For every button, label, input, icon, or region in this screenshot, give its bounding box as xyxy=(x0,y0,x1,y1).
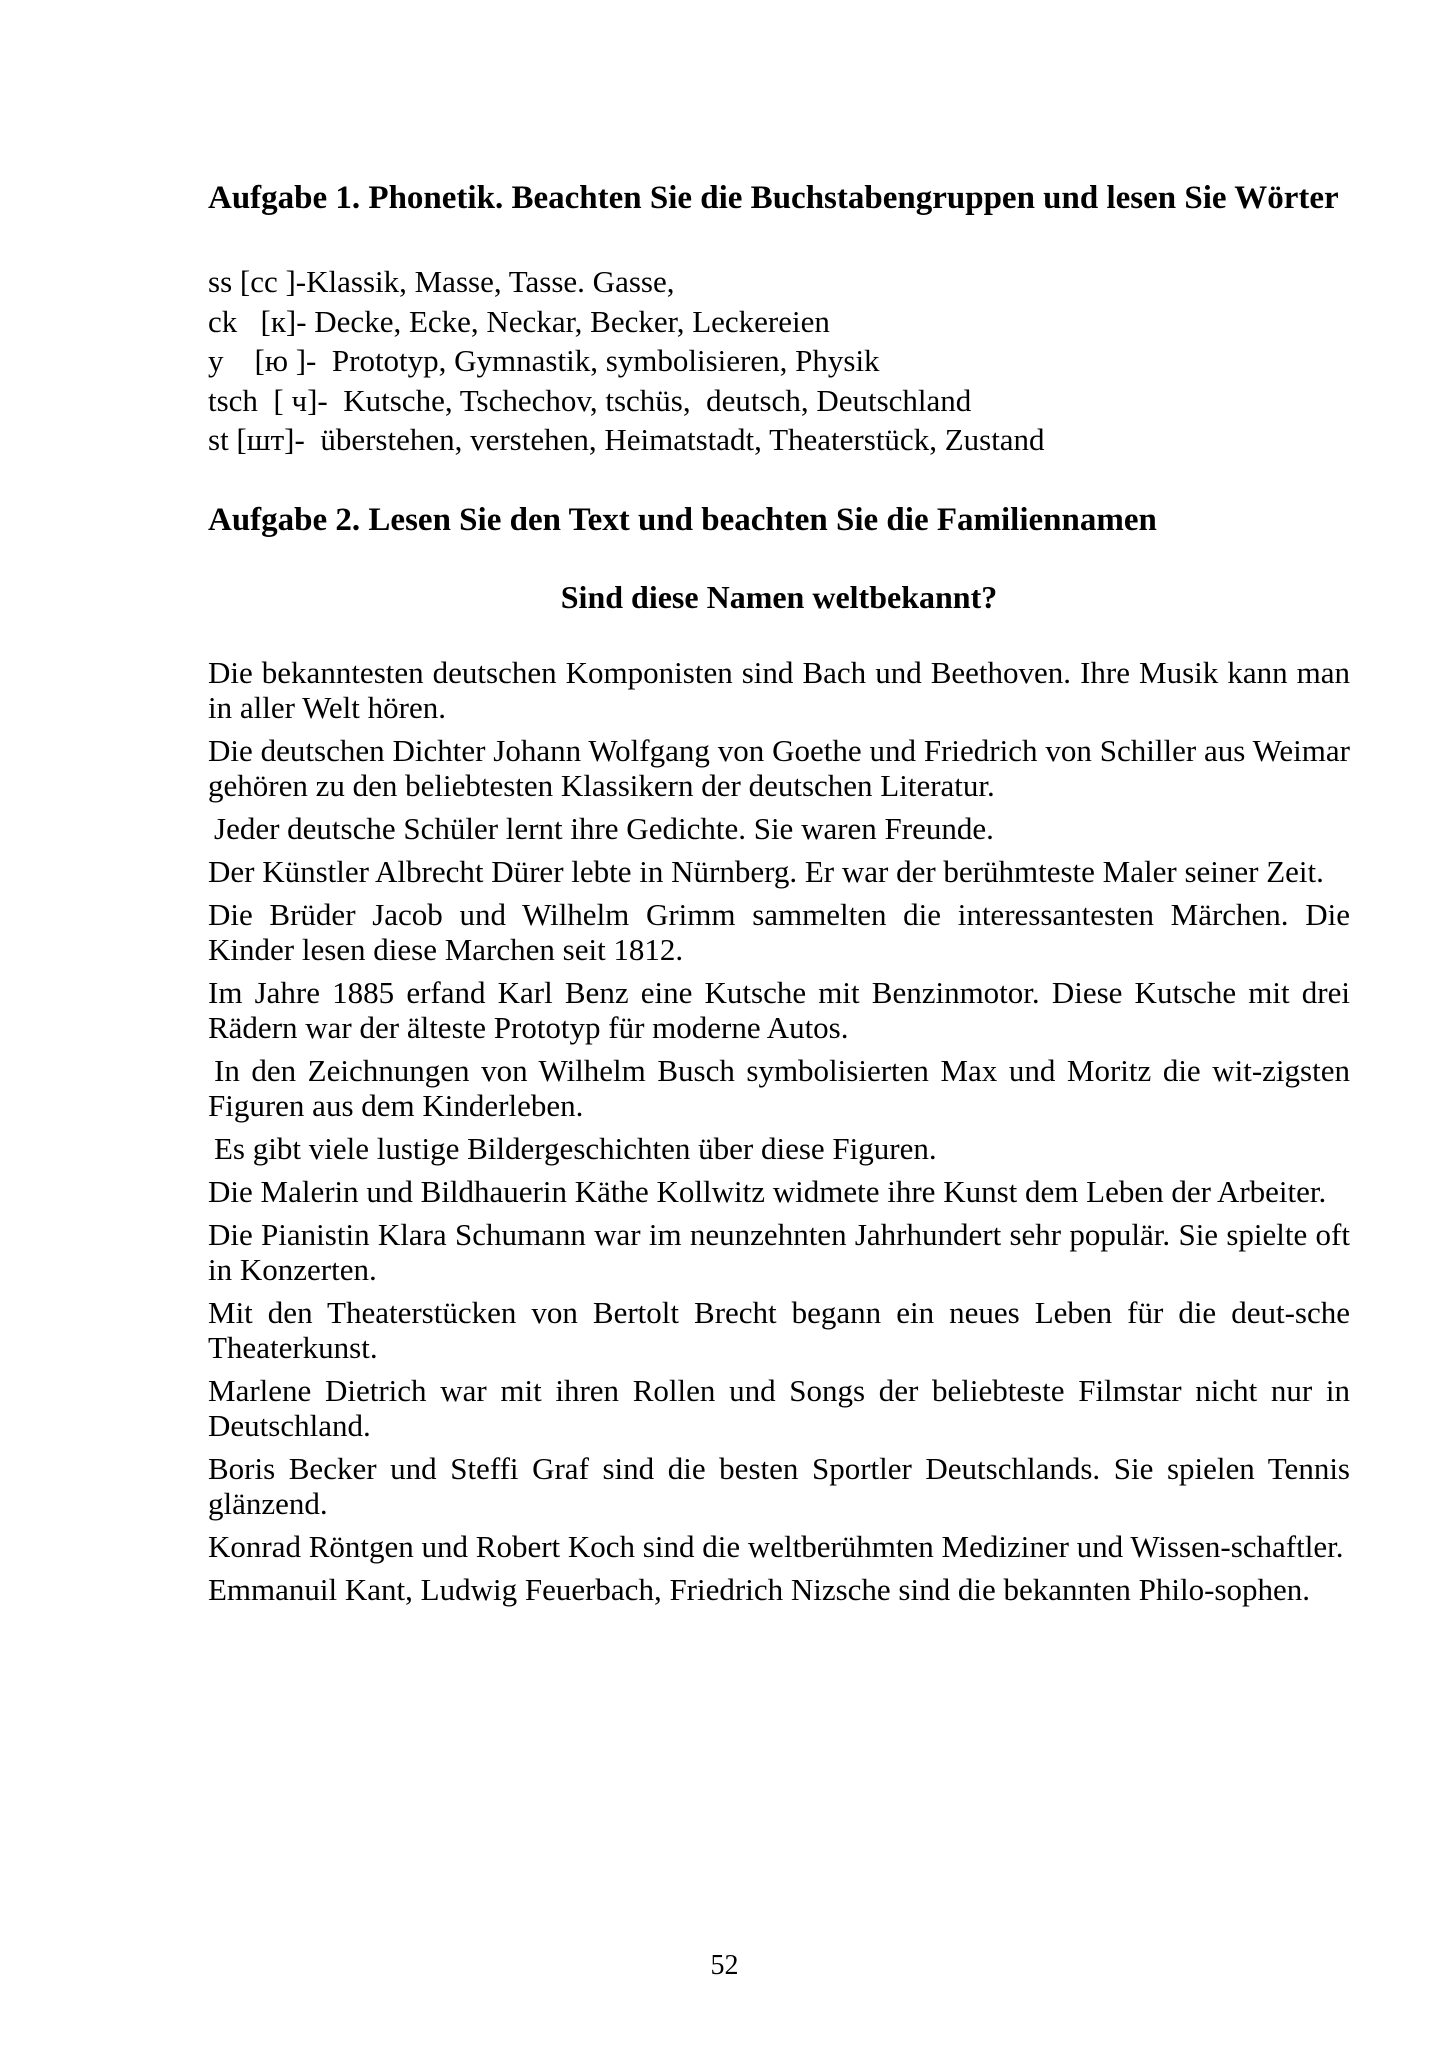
phonetics-line-ck: ck [к]- Decke, Ecke, Neckar, Becker, Leckereien xyxy=(208,303,830,339)
reading-text xyxy=(208,655,1350,1607)
page-content xyxy=(208,178,1350,1615)
phonetics-line-tsch: tsch [ ч]- Kutsche, Tschechov, tschüs, deutsch, Deutschland xyxy=(208,382,972,418)
paragraph-philosophers: Emmanuil Kant, Ludwig Feuerbach, Friedrich Nizsche sind die bekannten Philo-sophen. xyxy=(208,1571,1310,1607)
paragraph-becker-graf: Boris Becker und Steffi Graf sind die besten Sportler Deutschlands. Sie spielen Tennis glänzend. xyxy=(208,1450,1350,1521)
paragraph-roentgen-koch: Konrad Röntgen und Robert Koch sind die weltberühmten Mediziner und Wissen-schaftler. xyxy=(208,1528,1344,1564)
paragraph-benz: Im Jahre 1885 erfand Karl Benz eine Kutsche mit Benzinmotor. Diese Kutsche mit drei Rädern war der älteste Prototyp für moderne Autos. xyxy=(208,974,1350,1045)
phonetics-line-ss: ss [cc ]-Klassik, Masse, Tasse. Gasse, xyxy=(208,264,675,299)
paragraph-busch: In den Zeichnungen von Wilhelm Busch symbolisierten Max und Moritz die wit-zigsten Figuren aus dem Kinderleben. xyxy=(208,1052,1350,1123)
paragraph-duerer: Der Künstler Albrecht Dürer lebte in Nürnberg. Er war der berühmteste Maler seiner Zeit. xyxy=(208,853,1324,889)
phonetics-list xyxy=(208,262,1350,460)
paragraph-kollwitz: Die Malerin und Bildhauerin Käthe Kollwitz widmete ihre Kunst dem Leben der Arbeiter. xyxy=(208,1173,1327,1209)
page-number: 52 xyxy=(710,1950,739,1981)
text-title: Sind diese Namen weltbekannt? xyxy=(560,578,998,615)
paragraph-poets: Die deutschen Dichter Johann Wolfgang von Goethe und Friedrich von Schiller aus Weimar gehören zu den beliebtesten Klassikern der deutschen Literatur. xyxy=(208,732,1350,803)
phonetics-line-st: st [шт]- überstehen, verstehen, Heimatstadt, Theaterstück, Zustand xyxy=(208,422,1045,457)
task2-heading: Aufgabe 2. Lesen Sie den Text und beachten Sie die Familiennamen xyxy=(208,501,1157,538)
paragraph-composers: Die bekanntesten deutschen Komponisten sind Bach und Beethoven. Ihre Musik kann man in aller Welt hören. xyxy=(208,654,1350,725)
paragraph-grimm: Die Brüder Jacob und Wilhelm Grimm sammelten die interessantesten Märchen. Die Kinder lesen diese Marchen seit 1812. xyxy=(208,896,1350,967)
paragraph-schumann: Die Pianistin Klara Schumann war im neunzehnten Jahrhundert sehr populär. Sie spielte oft in Konzerten. xyxy=(208,1216,1350,1287)
paragraph-poems: Jeder deutsche Schüler lernt ihre Gedichte. Sie waren Freunde. xyxy=(214,810,994,846)
task1-heading: Aufgabe 1. Phonetik. Beachten Sie die Buchstabengruppen und lesen Sie Wörter xyxy=(208,180,1339,216)
phonetics-line-y: y [ю ]- Prototyp, Gymnastik, symbolisieren, Physik xyxy=(208,343,880,378)
paragraph-bildergeschichten: Es gibt viele lustige Bildergeschichten über diese Figuren. xyxy=(214,1130,937,1166)
paragraph-dietrich: Marlene Dietrich war mit ihren Rollen und Songs der beliebteste Filmstar nicht nur in Deutschland. xyxy=(208,1372,1350,1443)
paragraph-brecht: Mit den Theaterstücken von Bertolt Brecht begann ein neues Leben für die deut-sche Theaterkunst. xyxy=(208,1294,1350,1365)
